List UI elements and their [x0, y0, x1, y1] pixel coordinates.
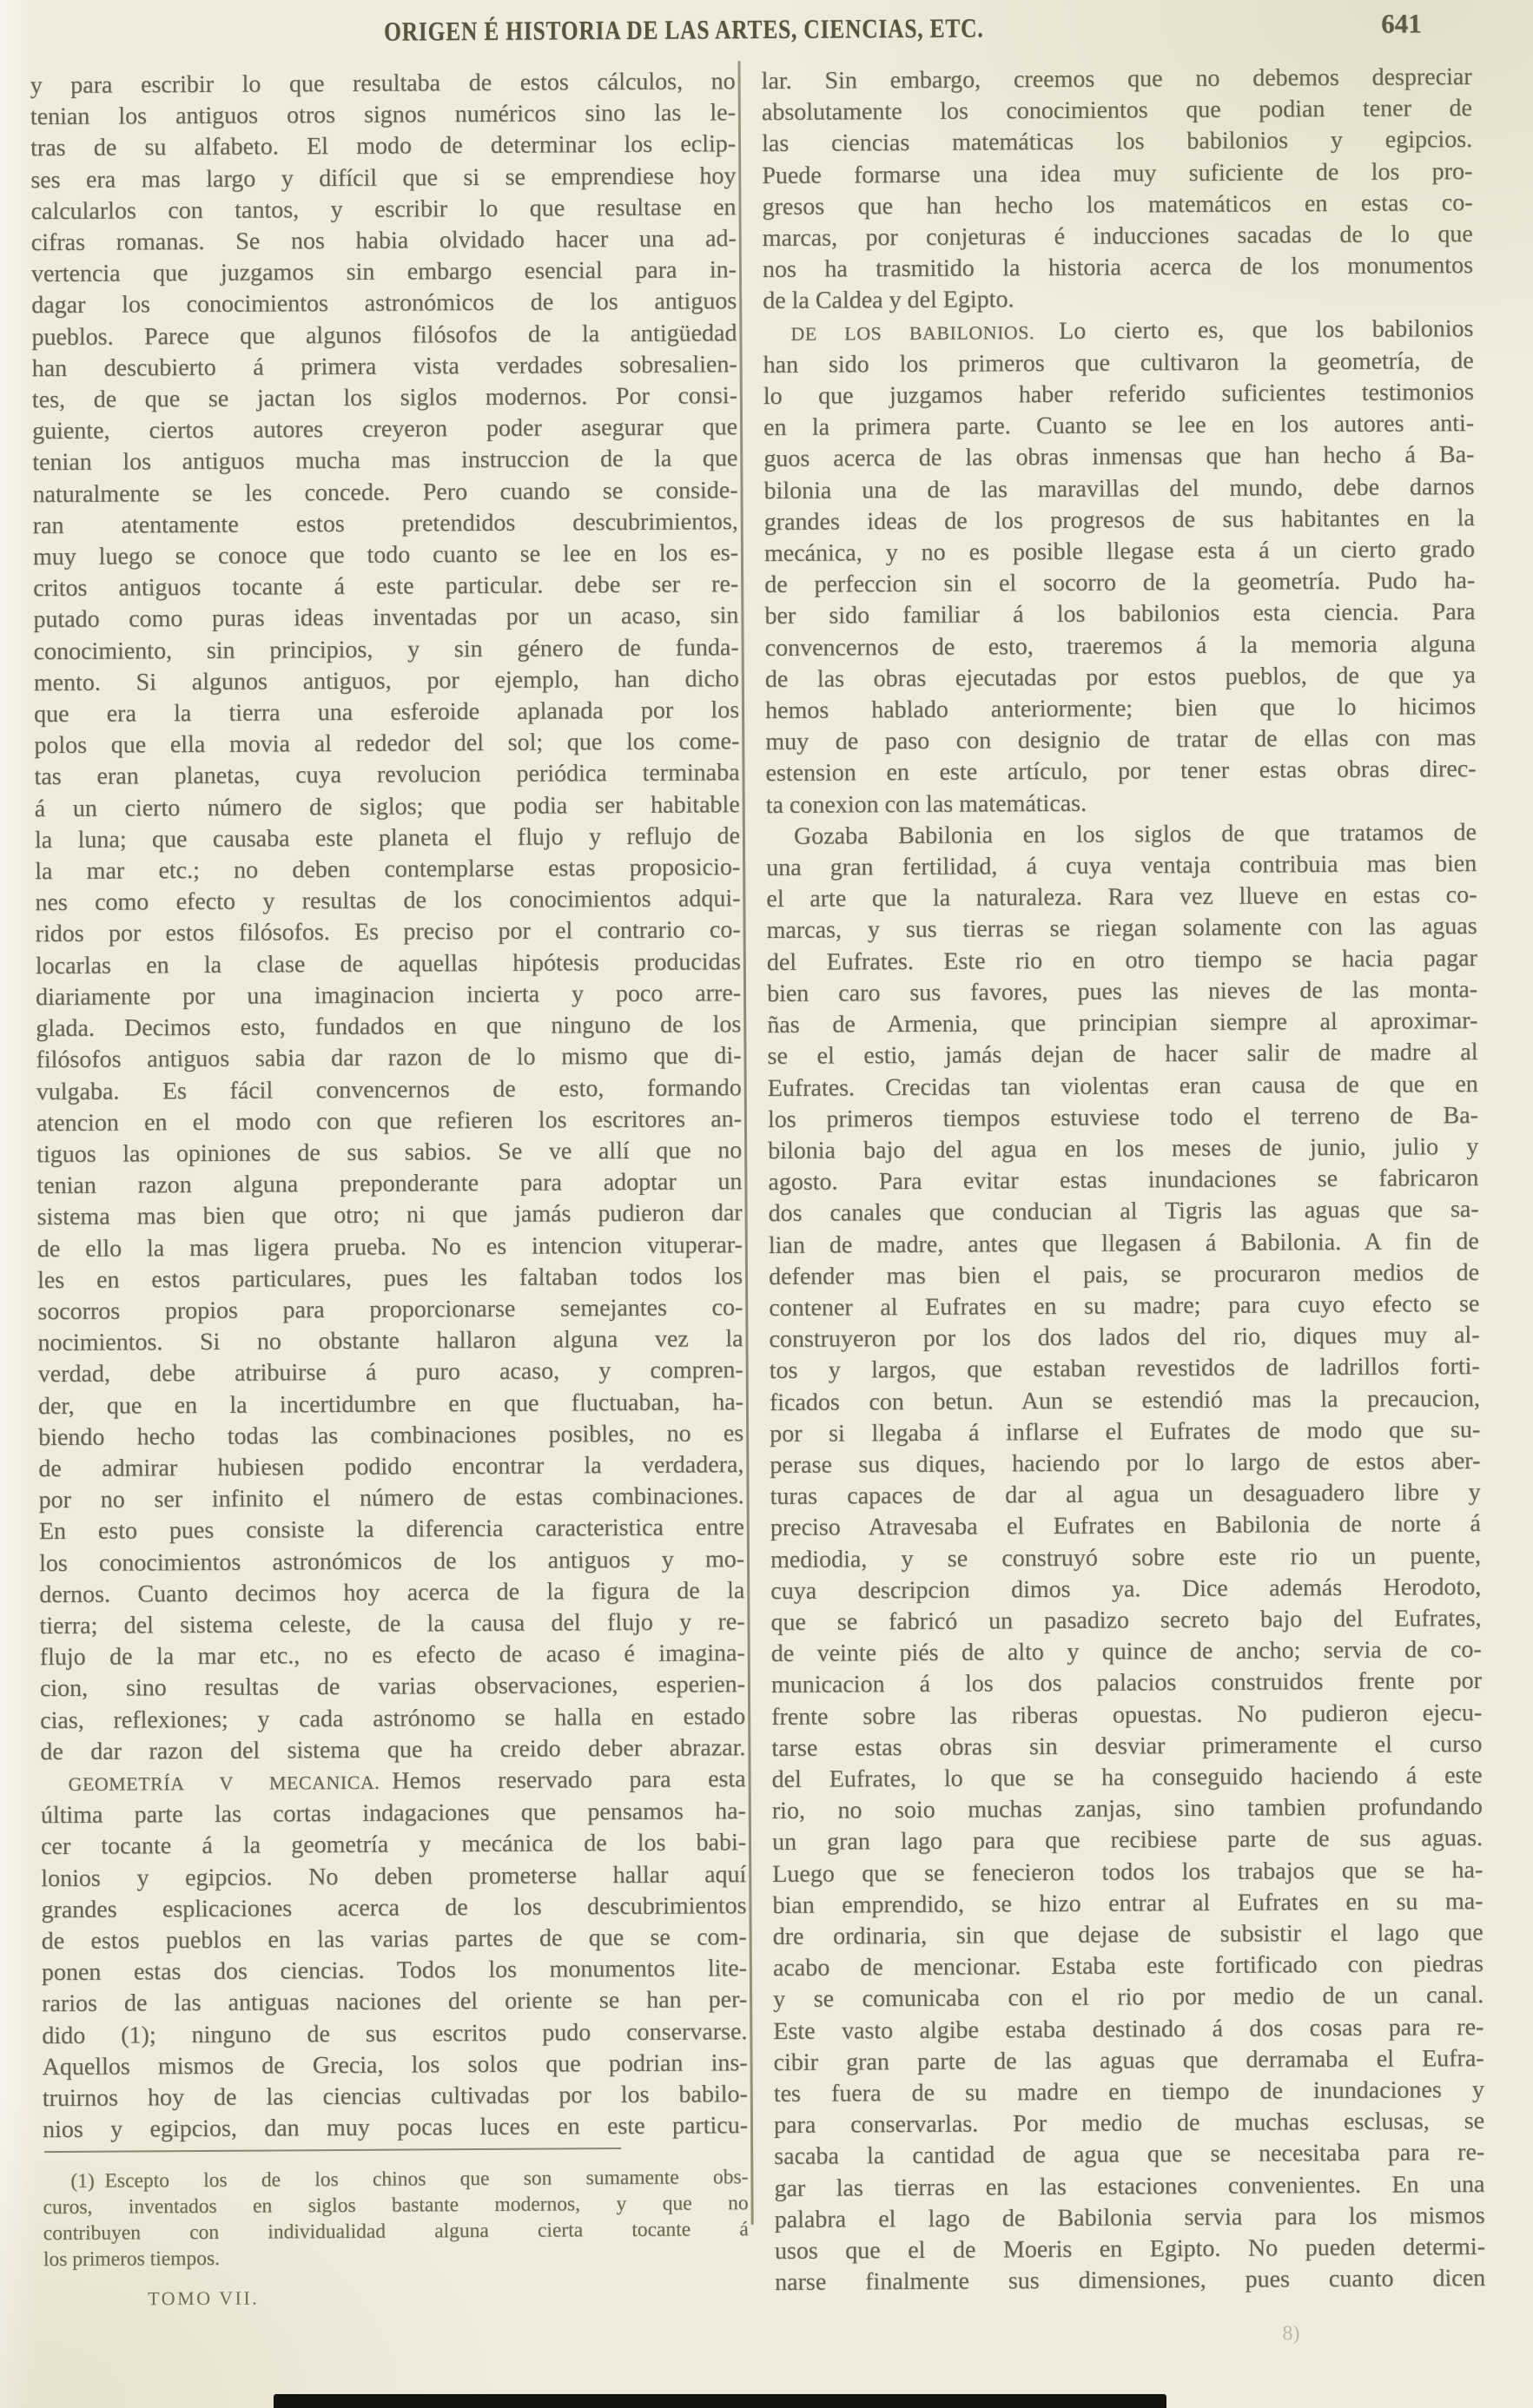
text-line: de admirar hubiesen podido encontrar la verdadera, [38, 1451, 744, 1483]
text-line: tas eran planetas, cuya revolucion periódica terminaba [34, 759, 740, 791]
text-line: de perfeccion sin el socorro de la geometría. Pudo ha- [764, 567, 1476, 599]
text-line: tras de su alfabeto. El modo de determinar los eclip- [30, 130, 737, 162]
text-line: guiente, ciertos autores creyeron poder asegurar que [31, 413, 738, 445]
text-line: bilonia una de las maravillas del mundo, debe darnos [763, 472, 1475, 505]
text-line: ponen estas dos ciencias. Todos los monumentos lite- [41, 1955, 748, 1987]
text-line: cuya descripcion dimos ya. Dice además Herodoto, [770, 1573, 1482, 1605]
text-line: hemos hablado anteriormente; bien que lo hicimos [764, 693, 1477, 725]
text-line: tenian razon alguna preponderante para adoptar un [36, 1168, 743, 1200]
text-line: cifras romanas. Se nos habia olvidado hacer una ad- [30, 225, 737, 257]
text-line: los primeros tiempos estuviese todo el terreno de Ba- [767, 1101, 1479, 1133]
text-line: para conservarlas. Por medio de muchas esclusas, se [773, 2108, 1485, 2140]
text-line: gar las tierras en las estaciones convenientes. En una [774, 2170, 1485, 2202]
text-line: vertencia que juzgamos sin embargo esencial para in- [30, 256, 737, 288]
text-line: por no ser infinito el número de estas combinaciones. [38, 1482, 744, 1514]
left-column [30, 66, 749, 2146]
text-line: del Eufrates. Este rio en otro tiempo se hacia pagar [766, 944, 1477, 976]
text-line: las ciencias matemáticas los babilonios y egipcios. [761, 126, 1473, 158]
text-line: la mar etc.; no deben contemplarse estas proposicio- [35, 854, 741, 886]
text-line: cion, sino resultas de varias observaciones, esperien- [39, 1671, 746, 1703]
text-line: gresos que han hecho los matemáticos en estas co- [762, 188, 1473, 221]
text-line: construyeron por los dos lados del rio, diques muy al- [769, 1322, 1480, 1354]
text-line: estension en este artículo, por tener estas obras direc- [765, 755, 1477, 788]
text-line: municacion á los dos palacios construidos frente por [770, 1667, 1482, 1699]
text-line: un gran lago para que recibiese parte de sus aguas. [771, 1824, 1483, 1857]
text-line: En esto pues consiste la diferencia caracteristica entre [38, 1514, 744, 1546]
text-line: tes fuera de su madre en tiempo de inundaciones y [773, 2075, 1484, 2108]
text-line: bian emprendido, se hizo entrar al Eufrates en su ma- [772, 1887, 1483, 1919]
text-line: ran atentamente estos pretendidos descubrimientos, [32, 508, 738, 539]
text-line: les en estos particulares, pues les faltaban todos los [36, 1262, 743, 1294]
right-column [762, 62, 1486, 2299]
page-header-title: ORIGEN É HISTORIA DE LAS ARTES, CIENCIAS, ETC. [383, 12, 984, 47]
text-line: sistema mas bien que otro; ni que jamás pudieron dar [36, 1199, 743, 1231]
text-line: marcas, y sus tierras se riegan solamente con las aguas [766, 913, 1477, 945]
text-line: nocimientos. Si no obstante hallaron alguna vez la [37, 1325, 743, 1357]
text-line: ta conexion con las matemáticas. [765, 789, 1087, 819]
text-line: tierra; del sistema celeste, de la causa del flujo y re- [39, 1608, 745, 1640]
text-line: Luego que se fenecieron todos los trabajos que se ha- [772, 1856, 1483, 1888]
text-line: ñas de Armenia, que principian siempre al aproximar- [767, 1007, 1478, 1039]
text-line: muy de paso con designio de tratar de ellas con mas [765, 724, 1477, 756]
footnote-rule [44, 2147, 621, 2153]
text-line: contribuyen con individualidad alguna cierta tocante á [43, 2218, 749, 2246]
text-line: por si llegaba á inflarse el Eufrates de modo que su- [770, 1415, 1481, 1448]
text-line: dido (1); ninguno de sus escritos pudo conservarse. [42, 2017, 748, 2049]
text-line: marcas, por conjeturas é inducciones sacadas de lo que [762, 221, 1473, 253]
text-line: nos ha trasmitido la historia acerca de los monumentos [762, 252, 1474, 284]
signature-mark: 8) [1282, 2322, 1300, 2345]
text-line: cer tocante á la geometría y mecánica de los babi- [40, 1829, 747, 1861]
text-line: cias, reflexiones; y cada astrónomo se halla en estado [40, 1702, 746, 1734]
text-line: ficados con betun. Aun se estendió mas la precaucion, [769, 1384, 1481, 1416]
text-line: acabo de mencionar. Estaba este fortificado con piedras [772, 1950, 1483, 1982]
text-line: de la Caldea y del Egipto. [763, 286, 1014, 315]
text-line: atencion en el modo con que refieren los escritores an- [36, 1105, 743, 1137]
text-line: pueblos. Parece que algunos filósofos de la antigüedad [31, 319, 737, 351]
text-line: curos, inventados en siglos bastante modernos, y que no [43, 2192, 749, 2220]
text-line: dagar los conocimientos astronómicos de los antiguos [31, 287, 737, 320]
text-line: ridos por estos filósofos. Es preciso por el contrario co- [35, 916, 741, 948]
text-line: nios y egipcios, dan muy pocas luces en este particu- [42, 2112, 749, 2144]
text-line: flujo de la mar etc., no es efecto de acaso é imagina- [39, 1639, 745, 1672]
text-line: mento. Si algunos antiguos, por ejemplo, han dicho [33, 665, 739, 696]
text-line: tenian los antiguos mucha mas instruccion de la que [32, 445, 738, 477]
text-line: absolutamente los conocimientos que podian tener de [761, 95, 1472, 127]
text-line: preciso Atravesaba el Eufrates en Babilonia de norte á [770, 1510, 1481, 1542]
text-line: que era la tierra una esferoide aplanada por los [33, 696, 740, 729]
text-line: polos que ella movia al rededor del sol; que los come- [34, 728, 740, 760]
text-line: dre ordinaria, sin que dejase de subsistir el lago que [772, 1918, 1483, 1950]
text-line: tarse estas obras sin desviar primeramente el curso [771, 1730, 1483, 1762]
volume-label: TOMO VII. [148, 2286, 260, 2310]
text-line: vulgaba. Es fácil convencernos de esto, formando [36, 1073, 742, 1105]
text-line: de las obras ejecutadas por estos pueblos, de que ya [764, 661, 1476, 693]
text-line: mediodia, y se construyó sobre este rio un puente, [770, 1541, 1482, 1573]
text-line: narse finalmente sus dimensiones, pues cuanto dicen [775, 2265, 1486, 2297]
text-line: lo que juzgamos haber referido suficientes testimonios [763, 379, 1474, 411]
text-line: filósofos antiguos sabia dar razon de lo mismo que di- [36, 1042, 742, 1074]
text-line: tenian los antiguos otros signos numéricos sino las le- [30, 99, 736, 131]
text-line: en la primera parte. Cuanto se lee en los autores anti- [763, 410, 1475, 442]
text-line: se el estio, jamás dejan de hacer salir de madre al [767, 1039, 1478, 1071]
text-line: critos antiguos tocante á este particular. debe ser re- [33, 571, 739, 603]
text-line: lar. Sin embargo, creemos que no debemos despreciar [761, 63, 1472, 95]
text-line: contener al Eufrates en su madre; para cuyo efecto se [769, 1290, 1480, 1322]
text-line: Gozaba Babilonia en los siglos de que tratamos de [793, 818, 1477, 850]
small-caps-heading: GEOMETRÍA V MECANICA. [68, 1771, 380, 1795]
text-line: biendo hecho todas las combinaciones posibles, no es [38, 1419, 744, 1451]
text-line: palabra el lago de Babilonia servia para los mismos [774, 2201, 1485, 2233]
text-line: el arte que la naturaleza. Rara vez llueve en estas co- [766, 881, 1477, 914]
text-line: Puede formarse una idea muy suficiente de los pro- [762, 157, 1473, 189]
text-line: que se fabricó un pasadizo secreto bajo del Eufrates, [770, 1604, 1482, 1636]
small-caps-heading: DE LOS BABILONIOS. [790, 321, 1035, 345]
text-line: GEOMETRÍA V MECANICA. Hemos reservado para esta [68, 1765, 746, 1795]
text-line: la luna; que causaba este planeta el flujo y reflujo de [34, 822, 741, 854]
text-line: y para escribir lo que resultaba de estos cálculos, no [30, 68, 736, 100]
text-line: glada. Decimos esto, fundados en que ninguno de los [36, 1011, 742, 1043]
text-line: rio, no soio muchas zanjas, sino tambien profundando [771, 1793, 1483, 1825]
text-line: lian de madre, antes que llegasen á Babilonia. A fin de [768, 1227, 1479, 1259]
text-line: truirnos hoy de las ciencias cultivadas por los babilo- [42, 2081, 748, 2113]
text-line: á un cierto número de siglos; que podia ser habitable [34, 790, 740, 822]
text-line: (1) Escepto los de los chinos que son sumamente obs- [70, 2166, 749, 2193]
text-line: bilonia bajo del agua en los meses de junio, julio y [768, 1132, 1479, 1164]
text-line: der, que en la incertidumbre en que fluctuaban, ha- [37, 1388, 744, 1420]
text-line: tiguos las opiniones de sus sabios. Se ve allí que no [36, 1137, 743, 1169]
text-line: Este vasto algibe estaba destinado á dos cosas para re- [773, 2013, 1484, 2045]
text-line: grandes ideas de los progresos de sus habitantes en la [763, 504, 1475, 536]
text-line: de veinte piés de alto y quince de ancho; servia de co- [770, 1636, 1482, 1668]
text-line: locarlas en la clase de aquellas hipótesis producidas [35, 947, 741, 980]
text-line: ses era mas largo y difícil que si se emprendiese hoy [30, 162, 737, 194]
text-line: han sido los primeros que cultivaron la geometría, de [763, 346, 1474, 379]
text-line: sacaba la cantidad de agua que se necesitaba para re- [774, 2139, 1485, 2171]
text-line: rarios de las antiguas naciones del oriente se han per- [42, 1986, 748, 2018]
text-line: los conocimientos astronómicos de los antiguos y mo- [38, 1545, 745, 1577]
text-line: bien caro sus favores, pues las nieves de las monta- [766, 975, 1478, 1007]
text-line: han descubierto á primera vista verdades sobresalien- [31, 351, 737, 382]
text-line: última parte las cortas indagaciones que pensamos ha- [40, 1798, 746, 1830]
text-line: tos y largos, que estaban revestidos de ladrillos forti- [769, 1353, 1480, 1385]
text-line: usos que el de Moeris en Egipto. No pueden determi- [774, 2233, 1485, 2265]
text-line: perase sus diques, haciendo por lo largo de estos aber- [770, 1447, 1481, 1479]
text-line: agosto. Para evitar estas inundaciones se fabricaron [768, 1164, 1479, 1197]
page-number: 641 [1381, 8, 1422, 39]
text-line: tes, de que se jactan los siglos modernos. Por consi- [31, 382, 737, 414]
text-line: socorros propios para proporcionarse semejantes co- [37, 1294, 743, 1326]
text-line: conocimiento, sin principios, y sin género de funda- [33, 633, 739, 665]
text-line: ber sido familiar á los babilonios esta ciencia. Para [764, 598, 1476, 630]
scan-artifact-bar [274, 2394, 1166, 2408]
text-line: calcularlos con tantos, y escribir lo que resultase en [30, 193, 737, 225]
text-line: grandes esplicaciones acerca de los descubrimientos [41, 1891, 747, 1923]
text-line: DE LOS BABILONIOS. Lo cierto es, que los babilonios [790, 314, 1474, 345]
text-line: de ello la mas ligera prueba. No es intencion vituperar- [36, 1230, 743, 1263]
text-line: convencernos de esto, traeremos á la memoria alguna [764, 630, 1476, 662]
text-line: dernos. Cuanto decimos hoy acerca de la figura de la [39, 1576, 745, 1608]
text-line: nes como efecto y resultas de los conocimientos adqui- [35, 885, 741, 917]
text-line: diariamente por una imaginacion incierta y poco arre- [35, 980, 742, 1012]
text-line: dos canales que conducian al Tigris las aguas que sa- [768, 1196, 1479, 1228]
text-line: guos acerca de las obras inmensas que han hecho á Ba- [763, 441, 1475, 473]
text-line: turas capaces de dar al agua un desaguadero libre y [770, 1479, 1481, 1511]
text-line: mecánica, y no es posible llegase esta á un cierto grado [763, 536, 1476, 568]
text-line: lonios y egipcios. No deben prometerse hallar aquí [41, 1860, 747, 1892]
text-line: verdad, debe atribuirse á puro acaso, y compren- [37, 1356, 743, 1389]
text-line: y se comunicaba con el rio por medio de un canal. [773, 1982, 1484, 2014]
text-line: de dar razon del sistema que ha creido deber abrazar. [40, 1733, 746, 1765]
text-line: muy luego se conoce que todo cuanto se lee en los es- [32, 539, 739, 571]
text-line: Eufrates. Crecidas tan violentas eran causa de que en [767, 1070, 1478, 1102]
text-line: putado como puras ideas inventadas por un acaso, sin [33, 602, 739, 634]
text-line: del Eufrates, lo que se ha conseguido haciendo á este [771, 1761, 1483, 1793]
text-line: de estos pueblos en las varias partes de que se com- [41, 1923, 747, 1956]
text-line: naturalmente se les concede. Pero cuando se conside- [32, 476, 738, 508]
footnote [43, 2164, 749, 2273]
text-line: una gran fertilidad, á cuya ventaja contribuia mas bien [766, 850, 1477, 882]
text-line: los primeros tiempos. [43, 2246, 221, 2272]
text-line: Aquellos mismos de Grecia, los solos que podrian ins- [42, 2048, 748, 2081]
text-line: cibir gran parte de las aguas que derramaba el Eufra- [773, 2044, 1484, 2076]
text-line: defender mas bien el pais, se procuraron medios de [768, 1258, 1480, 1290]
text-line: frente sobre las riberas opuestas. No pudieron ejecu- [771, 1699, 1483, 1731]
